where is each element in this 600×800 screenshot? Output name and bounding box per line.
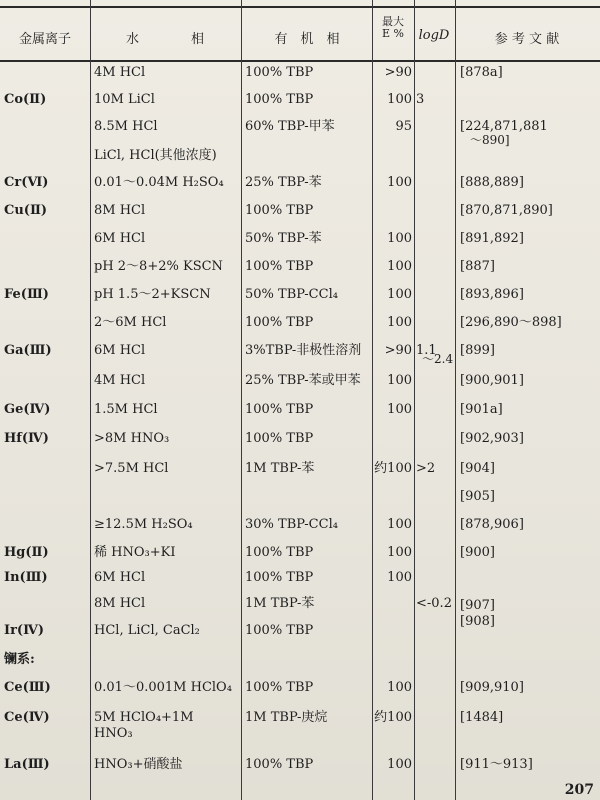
max-extraction-cell: 100	[387, 231, 412, 246]
page-number: 207	[564, 782, 594, 798]
aqueous-phase-cell: HNO₃+硝酸盐	[94, 757, 183, 772]
reference-cell: [296,890～898]	[460, 315, 562, 330]
max-extraction-cell: 100	[387, 570, 412, 585]
metal-ion-cell: Cr(Ⅵ)	[4, 175, 49, 190]
metal-ion-cell: Ir(Ⅳ)	[4, 623, 44, 638]
organic-phase-cell: 3%TBP-非极性溶剂	[245, 343, 362, 358]
reference-cell: [1484]	[460, 710, 504, 725]
metal-ion-cell: Hg(Ⅱ)	[4, 545, 49, 560]
max-extraction-cell: 100	[387, 545, 412, 560]
max-extraction-cell: 100	[387, 517, 412, 532]
reference-cell: [900]	[460, 545, 495, 560]
max-extraction-cell: 100	[387, 175, 412, 190]
aqueous-phase-cell: 稀 HNO₃+KI	[94, 545, 176, 560]
organic-phase-cell: 100% TBP	[245, 315, 314, 330]
aqueous-phase-cell: 6M HCl	[94, 570, 146, 585]
column-rule	[241, 0, 242, 800]
metal-ion-cell: Ce(Ⅳ)	[4, 710, 50, 725]
aqueous-phase-cell: 8.5M HCl	[94, 119, 158, 134]
metal-ion-cell: Ge(Ⅳ)	[4, 402, 51, 417]
aqueous-phase-cell: pH 2～8+2% KSCN	[94, 259, 223, 274]
reference-cell: [891,892]	[460, 231, 524, 246]
organic-phase-cell: 100% TBP	[245, 259, 314, 274]
organic-phase-cell: 1M TBP-庚烷	[245, 710, 328, 725]
organic-phase-cell: 25% TBP-苯或甲苯	[245, 373, 361, 388]
aqueous-phase-cell: >7.5M HCl	[94, 461, 169, 476]
metal-ion-cell: Co(Ⅱ)	[4, 92, 47, 107]
organic-phase-cell: 100% TBP	[245, 431, 314, 446]
metal-ion-cell: La(Ⅲ)	[4, 757, 50, 772]
max-extraction-cell: 95	[395, 119, 412, 134]
organic-phase-cell: 30% TBP-CCl₄	[245, 517, 338, 532]
reference-continuation: ～890]	[470, 133, 510, 147]
log-d-cell: >2	[416, 461, 436, 476]
max-extraction-cell: 100	[387, 373, 412, 388]
max-extraction-cell: 约100	[374, 710, 412, 725]
column-rule	[414, 0, 415, 800]
organic-phase-cell: 100% TBP	[245, 402, 314, 417]
header-max-e: 最大 E %	[382, 15, 404, 40]
reference-cell: [887]	[460, 259, 495, 274]
max-extraction-cell: 100	[387, 92, 412, 107]
reference-cell: [224,871,881	[460, 119, 548, 134]
max-extraction-cell: 100	[387, 259, 412, 274]
max-extraction-cell: 100	[387, 680, 412, 695]
logd-continuation: ～2.4	[422, 352, 454, 366]
reference-cell: [893,896]	[460, 287, 524, 302]
max-extraction-cell: 约100	[374, 461, 412, 476]
organic-phase-cell: 100% TBP	[245, 65, 314, 80]
organic-phase-cell: 100% TBP	[245, 757, 314, 772]
organic-phase-cell: 50% TBP-CCl₄	[245, 287, 338, 302]
header-reference: 参 考 文 献	[494, 32, 560, 47]
aqueous-phase-cell: HCl, LiCl, CaCl₂	[94, 623, 200, 638]
organic-phase-cell: 100% TBP	[245, 570, 314, 585]
aqueous-phase-cell: 1.5M HCl	[94, 402, 158, 417]
reference-cell: [900,901]	[460, 373, 524, 388]
organic-phase-cell: 25% TBP-苯	[245, 175, 322, 190]
log-d-cell: 3	[416, 92, 425, 107]
organic-phase-cell: 100% TBP	[245, 623, 314, 638]
reference-cell: [899]	[460, 343, 495, 358]
organic-phase-cell: 1M TBP-苯	[245, 461, 315, 476]
aqueous-phase-cell: 6M HCl	[94, 343, 146, 358]
log-d-cell: 1.1	[416, 343, 437, 358]
max-extraction-cell: 100	[387, 315, 412, 330]
header-logd: logD	[418, 28, 450, 43]
reference-cell: [904]	[460, 461, 495, 476]
organic-phase-cell: 100% TBP	[245, 203, 314, 218]
reference-cell: [870,871,890]	[460, 203, 553, 218]
metal-ion-cell: Fe(Ⅲ)	[4, 287, 49, 302]
max-extraction-cell: >90	[384, 65, 412, 80]
aqueous-phase-cell: 4M HCl	[94, 65, 146, 80]
metal-ion-cell: In(Ⅲ)	[4, 570, 48, 585]
aqueous-phase-cell: 2～6M HCl	[94, 315, 167, 330]
aqueous-phase-cell: HNO₃	[94, 726, 133, 741]
metal-ion-cell: Ga(Ⅲ)	[4, 343, 52, 358]
header-metal: 金属离子	[18, 32, 71, 47]
reference-cell: [909,910]	[460, 680, 524, 695]
organic-phase-cell: 60% TBP-甲苯	[245, 119, 335, 134]
column-rule	[455, 0, 456, 800]
aqueous-phase-cell: 4M HCl	[94, 373, 146, 388]
reference-cell: [878a]	[460, 65, 503, 80]
max-extraction-cell: 100	[387, 757, 412, 772]
aqueous-phase-cell: pH 1.5～2+KSCN	[94, 287, 211, 302]
reference-cell: [878,906]	[460, 517, 524, 532]
column-rule	[90, 0, 91, 800]
max-extraction-cell: 100	[387, 287, 412, 302]
aqueous-phase-cell: 8M HCl	[94, 203, 146, 218]
metal-ion-cell: Hf(Ⅳ)	[4, 431, 49, 446]
metal-ion-cell: 镧系:	[4, 652, 35, 667]
header-organic: 有 机 相	[274, 32, 340, 47]
max-extraction-cell: 100	[387, 402, 412, 417]
organic-phase-cell: 100% TBP	[245, 545, 314, 560]
organic-phase-cell: 100% TBP	[245, 92, 314, 107]
aqueous-phase-cell: 5M HClO₄+1M	[94, 710, 194, 725]
reference-cell: [905]	[460, 489, 495, 504]
aqueous-phase-cell: 0.01～0.04M H₂SO₄	[94, 175, 224, 190]
header-aqueous: 水 相	[125, 32, 204, 47]
aqueous-phase-cell: 8M HCl	[94, 596, 146, 611]
organic-phase-cell: 50% TBP-苯	[245, 231, 322, 246]
aqueous-phase-cell: 6M HCl	[94, 231, 146, 246]
aqueous-phase-cell: ≥12.5M H₂SO₄	[94, 517, 193, 532]
organic-phase-cell: 100% TBP	[245, 680, 314, 695]
aqueous-phase-cell: >8M HNO₃	[94, 431, 170, 446]
aqueous-phase-cell: LiCl, HCl(其他浓度)	[94, 148, 217, 163]
reference-cell: [902,903]	[460, 431, 524, 446]
reference-cell: [901a]	[460, 402, 503, 417]
aqueous-phase-cell: 0.01～0.001M HClO₄	[94, 680, 232, 695]
reference-cell: [888,889]	[460, 175, 524, 190]
max-extraction-cell: >90	[384, 343, 412, 358]
reference-cell: [907]	[460, 598, 495, 613]
metal-ion-cell: Ce(Ⅲ)	[4, 680, 51, 695]
log-d-cell: <-0.2	[416, 596, 452, 611]
aqueous-phase-cell: 10M LiCl	[94, 92, 155, 107]
reference-cell: [911～913]	[460, 757, 533, 772]
organic-phase-cell: 1M TBP-苯	[245, 596, 315, 611]
metal-ion-cell: Cu(Ⅱ)	[4, 203, 48, 218]
reference-cell: [908]	[460, 614, 495, 629]
